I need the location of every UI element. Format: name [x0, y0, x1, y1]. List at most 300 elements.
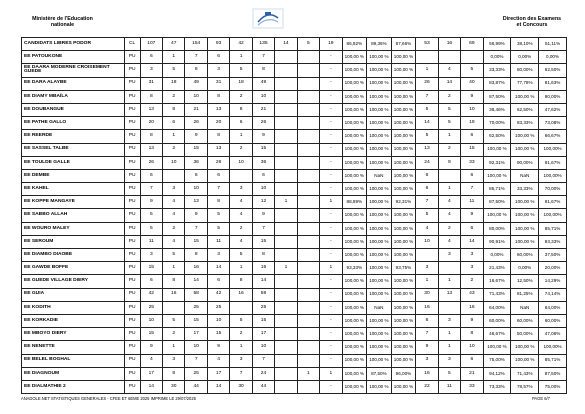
table-cell: 10: [185, 90, 207, 103]
table-cell: 6: [140, 275, 162, 288]
table-cell: 11: [207, 235, 229, 248]
table-cell: 1: [320, 262, 342, 275]
table-cell: 7: [416, 90, 438, 103]
table-cell: 5: [416, 130, 438, 143]
table-cell: [275, 380, 297, 393]
table-cell: 8: [163, 103, 185, 116]
percent-cell: 100,00 %: [367, 51, 392, 64]
percent-cell: 100,00 %: [342, 64, 367, 77]
table-cell: 2: [438, 222, 460, 235]
table-cell: -: [320, 314, 342, 327]
percent-cell: 100,00 %: [342, 341, 367, 354]
table-cell: 16: [416, 367, 438, 380]
exams-header: [497, 16, 567, 28]
percent-cell: 100,00 %: [511, 354, 539, 367]
table-cell: -: [320, 288, 342, 301]
table-cell: 14: [252, 275, 274, 288]
table-cell: 19: [461, 117, 483, 130]
percent-cell: 100,00 %: [391, 51, 416, 64]
table-cell: PU: [124, 354, 140, 367]
table-cell: 25: [207, 301, 229, 314]
table-cell: PU: [124, 51, 140, 64]
table-cell: [297, 143, 319, 156]
exams-line-2: et Concours: [516, 22, 548, 28]
table-cell: 26: [185, 117, 207, 130]
table-row: [22, 103, 567, 116]
table-cell: 10: [252, 183, 274, 196]
table-row: [22, 196, 567, 209]
table-cell: 154: [185, 38, 207, 51]
table-cell: 8: [230, 103, 252, 116]
table-cell: 14: [461, 235, 483, 248]
table-cell: 2: [230, 90, 252, 103]
table-cell: 7: [230, 367, 252, 380]
table-cell: -: [320, 64, 342, 77]
table-cell: 21: [252, 103, 274, 116]
percent-cell: 14,29%: [539, 275, 567, 288]
table-cell: 8: [185, 249, 207, 262]
table-cell: 1: [320, 196, 342, 209]
table-cell: 6: [207, 169, 229, 182]
table-cell: 6: [230, 117, 252, 130]
table-row: [22, 354, 567, 367]
table-cell: -: [320, 130, 342, 143]
table-cell: [275, 367, 297, 380]
table-cell: [297, 130, 319, 143]
percent-cell: 81,25%: [511, 288, 539, 301]
table-cell: 20: [140, 117, 162, 130]
percent-cell: 100,00 %: [342, 249, 367, 262]
table-cell: 3: [461, 262, 483, 275]
table-cell: [275, 328, 297, 341]
table-cell: 8: [185, 64, 207, 77]
percent-cell: 100,00 %: [367, 117, 392, 130]
table-cell: [438, 51, 460, 64]
table-cell: 8: [163, 275, 185, 288]
table-cell: 16: [230, 288, 252, 301]
school-name-cell: EE PATOUKONE: [22, 51, 125, 64]
table-cell: 5: [207, 222, 229, 235]
table-cell: [163, 169, 185, 182]
table-cell: -: [320, 275, 342, 288]
table-cell: 15: [461, 143, 483, 156]
percent-cell: 100,00 %: [391, 64, 416, 77]
table-cell: 21: [185, 103, 207, 116]
percent-cell: 100,00 %: [511, 130, 539, 143]
table-cell: 7: [461, 183, 483, 196]
emblem-logo: [252, 8, 284, 29]
table-cell: 2: [230, 143, 252, 156]
percent-cell: 60,00%: [483, 314, 511, 327]
percent-cell: 87,50%: [483, 196, 511, 209]
table-row: [22, 288, 567, 301]
table-cell: 1: [438, 275, 460, 288]
table-cell: 11: [140, 235, 162, 248]
table-cell: [297, 156, 319, 169]
table-cell: [438, 169, 460, 182]
table-cell: 6: [163, 117, 185, 130]
table-cell: 3: [230, 183, 252, 196]
table-cell: 12: [252, 196, 274, 209]
percent-cell: 100,00 %: [342, 156, 367, 169]
percent-cell: 64,00%: [483, 301, 511, 314]
table-cell: [275, 77, 297, 90]
table-cell: 8: [163, 367, 185, 380]
table-cell: PU: [124, 328, 140, 341]
table-cell: [275, 235, 297, 248]
page-number: PAGE 6/7: [532, 396, 550, 401]
table-cell: -: [320, 117, 342, 130]
percent-cell: 100,00 %: [483, 169, 511, 182]
table-cell: 44: [185, 380, 207, 393]
table-cell: 1: [416, 275, 438, 288]
table-cell: 1: [275, 262, 297, 275]
table-cell: 4: [438, 196, 460, 209]
percent-cell: 100,00 %: [483, 341, 511, 354]
table-cell: 16: [438, 38, 460, 51]
table-cell: 2: [438, 143, 460, 156]
table-cell: 15: [252, 314, 274, 327]
percent-cell: 33,33%: [483, 64, 511, 77]
table-cell: 6: [140, 51, 162, 64]
percent-cell: 100,00 %: [342, 169, 367, 182]
percent-cell: 47,62%: [539, 103, 567, 116]
table-cell: 3: [230, 354, 252, 367]
table-cell: 25: [185, 301, 207, 314]
table-cell: 9: [252, 130, 274, 143]
table-cell: 5: [438, 103, 460, 116]
percent-cell: 100,00%: [539, 169, 567, 182]
table-row: [22, 143, 567, 156]
percent-cell: 47,06%: [539, 328, 567, 341]
percent-cell: 50,00%: [511, 328, 539, 341]
table-cell: 5: [297, 38, 319, 51]
percent-cell: 0,00%: [511, 51, 539, 64]
table-cell: [461, 51, 483, 64]
table-cell: [275, 117, 297, 130]
table-cell: 49: [185, 77, 207, 90]
percent-cell: 100,00 %: [391, 90, 416, 103]
table-cell: [297, 90, 319, 103]
percent-cell: 100,00 %: [367, 196, 392, 209]
table-cell: 25: [252, 301, 274, 314]
school-name-cell: EE TOULDE GALLE: [22, 156, 125, 169]
school-name-cell: EE MBOYO DIERY: [22, 328, 125, 341]
table-cell: 4: [438, 209, 460, 222]
table-cell: 16: [461, 301, 483, 314]
table-cell: PU: [124, 235, 140, 248]
table-cell: 14: [438, 77, 460, 90]
table-cell: 4: [163, 235, 185, 248]
table-cell: PU: [124, 249, 140, 262]
table-cell: [297, 249, 319, 262]
table-cell: 1: [438, 183, 460, 196]
percent-cell: 12,50%: [511, 275, 539, 288]
table-cell: 6: [207, 51, 229, 64]
table-cell: 9: [461, 90, 483, 103]
table-cell: 13: [207, 143, 229, 156]
table-cell: 6: [416, 314, 438, 327]
percent-cell: 100,00 %: [511, 143, 539, 156]
percent-cell: 51,11%: [539, 38, 567, 51]
table-cell: 6: [416, 169, 438, 182]
percent-cell: 100,00 %: [342, 130, 367, 143]
percent-cell: 100,00 %: [391, 77, 416, 90]
table-cell: [438, 262, 460, 275]
table-cell: PU: [124, 288, 140, 301]
percent-cell: 100,00 %: [367, 275, 392, 288]
table-cell: 3: [207, 64, 229, 77]
table-cell: [297, 183, 319, 196]
percent-cell: 87,50%: [483, 90, 511, 103]
table-cell: 10: [252, 90, 274, 103]
percent-cell: 94,12%: [483, 367, 511, 380]
table-cell: 2: [163, 222, 185, 235]
percent-cell: 60,00%: [511, 249, 539, 262]
table-cell: 5: [163, 249, 185, 262]
table-cell: [297, 51, 319, 64]
percent-cell: 100,00 %: [483, 209, 511, 222]
percent-cell: 100,00 %: [391, 380, 416, 393]
percent-cell: 100,00 %: [511, 90, 539, 103]
percent-cell: 74,14%: [539, 288, 567, 301]
table-cell: 4: [230, 196, 252, 209]
percent-cell: 90,91%: [483, 235, 511, 248]
percent-cell: 60,00%: [539, 314, 567, 327]
percent-cell: 100,00 %: [367, 64, 392, 77]
table-cell: 4: [163, 196, 185, 209]
table-cell: PU: [124, 130, 140, 143]
table-cell: 30: [163, 380, 185, 393]
school-name-cell: CANDIDATS LIBRES PODOR: [22, 38, 125, 51]
table-cell: 13: [416, 143, 438, 156]
percent-cell: 20,00%: [539, 262, 567, 275]
percent-cell: 86,92%: [342, 38, 367, 51]
table-cell: PU: [124, 103, 140, 116]
percent-cell: 100,00%: [539, 143, 567, 156]
table-cell: 30: [230, 380, 252, 393]
table-cell: 9: [461, 209, 483, 222]
table-cell: 6: [416, 183, 438, 196]
table-cell: 1: [163, 130, 185, 143]
table-cell: 5: [163, 64, 185, 77]
table-cell: 4: [207, 354, 229, 367]
table-cell: [275, 64, 297, 77]
percent-cell: 100,00 %: [511, 209, 539, 222]
table-cell: 8: [207, 130, 229, 143]
table-cell: 10: [461, 341, 483, 354]
exams-line-1: Direction des Examens: [502, 16, 562, 22]
table-cell: PU: [124, 341, 140, 354]
table-row: [22, 328, 567, 341]
table-cell: -: [320, 249, 342, 262]
table-cell: [297, 328, 319, 341]
percent-cell: 77,78%: [511, 77, 539, 90]
percent-cell: 87,50%: [367, 367, 392, 380]
table-cell: 36: [252, 156, 274, 169]
table-cell: 10: [230, 156, 252, 169]
percent-cell: 100,00 %: [511, 235, 539, 248]
table-cell: 1: [230, 130, 252, 143]
table-cell: 10: [252, 341, 274, 354]
table-cell: 5: [163, 314, 185, 327]
percent-cell: 100,00 %: [367, 130, 392, 143]
percent-cell: 100,00 %: [391, 169, 416, 182]
table-cell: 16: [163, 288, 185, 301]
table-cell: 15: [185, 143, 207, 156]
table-cell: PU: [124, 209, 140, 222]
percent-cell: 89,36%: [367, 38, 392, 51]
school-name-cell: EE GUIA: [22, 288, 125, 301]
table-cell: 5: [438, 117, 460, 130]
table-cell: 10: [416, 235, 438, 248]
table-cell: -: [320, 235, 342, 248]
percent-cell: 70,00%: [483, 117, 511, 130]
table-cell: 8: [252, 249, 274, 262]
percent-cell: 75,00%: [539, 380, 567, 393]
table-cell: 4: [163, 209, 185, 222]
table-cell: [297, 103, 319, 116]
table-cell: 24: [252, 367, 274, 380]
table-row: [22, 209, 567, 222]
table-cell: 3: [438, 314, 460, 327]
school-name-cell: EE SABBO ALLAH: [22, 209, 125, 222]
table-cell: 3: [438, 249, 460, 262]
school-name-cell: EE SASSEL TALBE: [22, 143, 125, 156]
table-cell: 10: [140, 314, 162, 327]
percent-cell: 100,00 %: [342, 301, 367, 314]
table-cell: [297, 341, 319, 354]
percent-cell: 64,00%: [539, 301, 567, 314]
table-cell: 4: [416, 222, 438, 235]
table-cell: 13: [185, 196, 207, 209]
table-row: [22, 222, 567, 235]
table-cell: [416, 51, 438, 64]
table-cell: 2: [230, 328, 252, 341]
table-cell: 4: [438, 235, 460, 248]
percent-cell: 83,87%: [483, 77, 511, 90]
table-cell: PU: [124, 90, 140, 103]
table-cell: PU: [124, 117, 140, 130]
table-cell: 14: [275, 38, 297, 51]
table-cell: [275, 130, 297, 143]
table-cell: 8: [252, 64, 274, 77]
table-cell: 3: [461, 249, 483, 262]
table-cell: PU: [124, 301, 140, 314]
table-cell: PU: [124, 183, 140, 196]
ministry-line-1: Ministère de l'Education: [32, 16, 93, 22]
percent-cell: 100,00 %: [511, 341, 539, 354]
percent-cell: 100,00 %: [367, 222, 392, 235]
table-cell: 33: [461, 156, 483, 169]
table-cell: 13: [140, 103, 162, 116]
table-cell: 15: [252, 262, 274, 275]
table-cell: 15: [140, 262, 162, 275]
table-cell: [297, 64, 319, 77]
table-cell: PU: [124, 380, 140, 393]
table-cell: 10: [185, 183, 207, 196]
percent-cell: 100,00 %: [367, 380, 392, 393]
table-cell: 2: [163, 328, 185, 341]
table-cell: 5: [207, 209, 229, 222]
table-cell: 9: [140, 196, 162, 209]
percent-cell: 100,00 %: [391, 341, 416, 354]
table-cell: -: [320, 77, 342, 90]
table-cell: 1: [163, 51, 185, 64]
percent-cell: 100,00 %: [342, 314, 367, 327]
table-cell: [275, 222, 297, 235]
table-cell: [297, 222, 319, 235]
table-cell: 20: [207, 117, 229, 130]
table-cell: 33: [461, 380, 483, 393]
table-cell: 2: [438, 90, 460, 103]
school-name-cell: EE DOUBANGUE: [22, 103, 125, 116]
percent-cell: 100,00 %: [367, 314, 392, 327]
table-cell: [275, 90, 297, 103]
percent-cell: 100,00 %: [342, 51, 367, 64]
table-cell: [297, 275, 319, 288]
table-cell: 7: [416, 196, 438, 209]
ministry-header: [20, 16, 105, 28]
table-cell: 3: [416, 262, 438, 275]
table-cell: [297, 209, 319, 222]
table-cell: 21: [461, 367, 483, 380]
table-row: [22, 249, 567, 262]
percent-cell: 100,00 %: [367, 77, 392, 90]
school-name-cell: EE KOPPE MANGAYE: [22, 196, 125, 209]
table-cell: [163, 301, 185, 314]
percent-cell: 71,43%: [511, 367, 539, 380]
table-cell: 5: [461, 64, 483, 77]
table-cell: 43: [461, 288, 483, 301]
table-cell: 1: [275, 196, 297, 209]
table-cell: 9: [140, 341, 162, 354]
table-cell: [230, 169, 252, 182]
percent-cell: 85,71%: [539, 222, 567, 235]
percent-cell: 100,00 %: [367, 209, 392, 222]
school-name-cell: EE PATHE GALLO: [22, 117, 125, 130]
table-cell: 2: [163, 90, 185, 103]
table-row: [22, 90, 567, 103]
table-cell: 40: [461, 77, 483, 90]
percent-cell: 21,43%: [483, 262, 511, 275]
table-row: [22, 156, 567, 169]
table-cell: [275, 169, 297, 182]
table-cell: 6: [461, 130, 483, 143]
school-name-cell: EE WOURO MALEY: [22, 222, 125, 235]
ministry-line-2: nationale: [50, 22, 75, 28]
percent-cell: 100,00 %: [342, 103, 367, 116]
percent-cell: 0,00%: [539, 51, 567, 64]
percent-cell: 37,50%: [539, 249, 567, 262]
table-cell: 1: [230, 51, 252, 64]
percent-cell: 71,43%: [483, 288, 511, 301]
table-cell: [275, 314, 297, 327]
table-row: [22, 183, 567, 196]
table-cell: 13: [438, 288, 460, 301]
table-cell: 10: [207, 314, 229, 327]
percent-cell: 100,00 %: [342, 77, 367, 90]
table-cell: 11: [438, 380, 460, 393]
school-name-cell: EE DIAGNOUM: [22, 367, 125, 380]
percent-cell: 96,00%: [391, 367, 416, 380]
percent-cell: 100,00 %: [391, 183, 416, 196]
table-cell: PU: [124, 275, 140, 288]
percent-cell: 100,00 %: [391, 235, 416, 248]
percent-cell: 100,00 %: [367, 249, 392, 262]
table-cell: 7: [185, 51, 207, 64]
table-cell: 10: [461, 103, 483, 116]
